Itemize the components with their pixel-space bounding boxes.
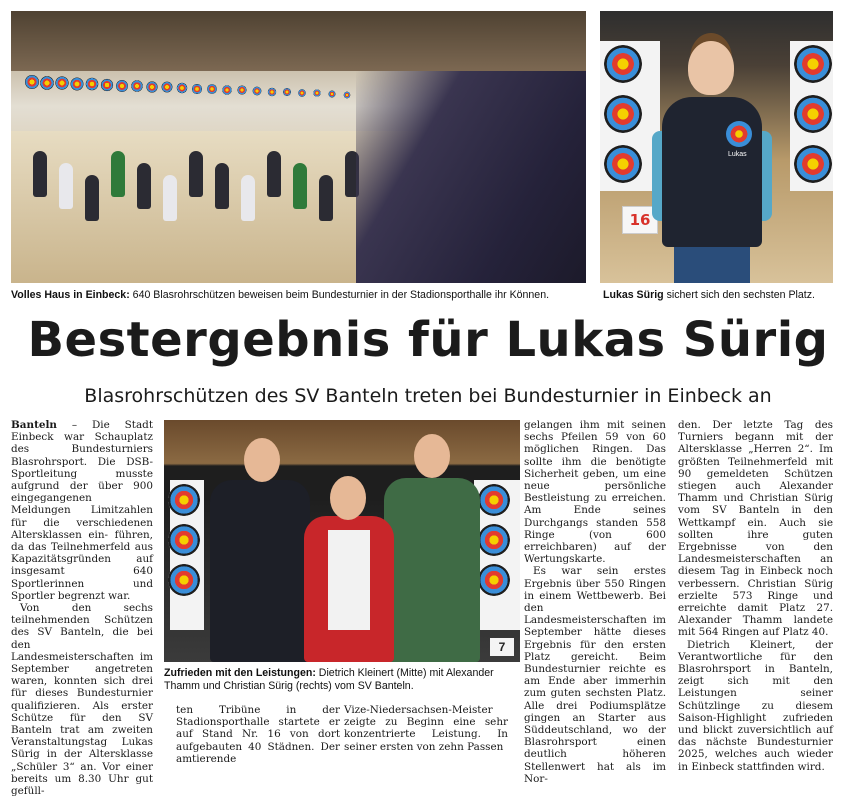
target-icon — [101, 79, 113, 91]
archer — [85, 175, 99, 221]
article-column-5 — [678, 419, 833, 773]
paragraph: gelangen ihm mit seinen sechs Pfeilen 59 von 60 möglichen Ringen. Das sollte ihm die benötigte Sicherheit geben, um eine neue persönliche Bestleistung zu erreichen. Am Ende seines Durchgangs standen 558 Ringe (von 600 erreichbaren) auf der Wertungskarte. — [524, 419, 666, 566]
person-head — [414, 434, 450, 478]
archer — [137, 163, 151, 209]
club-badge-icon — [726, 121, 752, 147]
target-icon — [313, 90, 320, 97]
target-number: 7 — [490, 638, 514, 656]
target-icon — [55, 77, 68, 90]
target-icon — [162, 82, 173, 93]
person-head — [244, 438, 280, 482]
stand-number-sign: 16 — [622, 206, 658, 234]
boy-shirt — [662, 97, 762, 247]
paragraph — [11, 419, 153, 602]
archer — [33, 151, 47, 197]
target-icon — [794, 145, 832, 183]
paragraph-text: – Die Stadt Einbeck war Schauplatz des Bundesturniers Blasrohrsport. Die DSB-Sportleitung musste aufgrund der über 900 eingegangenen Meldungen Limitzahlen für die verschiedenen Altersklassen ein- führen, da das Teilnehmerfeld aus Kapazitätsgründen auf insgesamt 640 Sportlerinnen und Sportler begrenzt war. — [11, 419, 153, 602]
hall-caption — [11, 289, 549, 302]
photo-lukas — [600, 11, 833, 283]
headline: Bestergebnis für Lukas Sürig — [27, 312, 829, 368]
target-icon — [283, 88, 291, 96]
person-christian — [384, 478, 480, 662]
target-icon — [222, 85, 231, 94]
lukas-caption-bold: Lukas Sürig — [603, 289, 664, 301]
target-icon — [604, 95, 642, 133]
target-icon — [329, 91, 336, 98]
group-caption-text: Dietrich Kleinert (Mitte) mit Alexander — [315, 667, 494, 679]
archer — [215, 163, 229, 209]
archer — [189, 151, 203, 197]
article-column-2 — [176, 704, 340, 765]
target-icon — [478, 484, 510, 516]
article-column-3 — [344, 704, 508, 753]
hall-caption-bold: Volles Haus in Einbeck: — [11, 289, 130, 301]
hall-wall — [11, 11, 586, 71]
archer — [293, 163, 307, 209]
archer — [111, 151, 125, 197]
subheadline: Blasrohrschützen des SV Banteln treten bei Bundesturnier in Einbeck an — [84, 385, 772, 407]
lukas-caption-text: sichert sich den sechsten Platz. — [663, 289, 815, 301]
boy-legs — [674, 247, 750, 283]
target-icon — [604, 145, 642, 183]
target-icon — [71, 77, 84, 90]
target-icon — [794, 95, 832, 133]
target-icon — [168, 484, 200, 516]
target-icon — [177, 83, 188, 94]
target-icon — [207, 84, 217, 94]
target-icon — [344, 91, 351, 98]
paragraph: Es war sein erstes Ergebnis über 550 Ringen in einem Wettbewerb. Bei den Landesmeisterschaften im September hätte dieses Ergebnis für den ersten Platz gereicht. Beim Bundesturnier reichte es am Ende aber immerhin zum guten sechsten Platz. Alle drei Podiumsplätze gingen an Starter aus Süddeutschland, wo der Blasrohrsport einen deutlich höheren Stellenwert hat als im Nor- — [524, 565, 666, 785]
spectator-crowd — [356, 71, 586, 283]
target-icon — [478, 564, 510, 596]
paragraph: ten Tribüne in der Stadionsporthalle startete er auf Stand Nr. 16 von dort aufgebauten 40 Städnen. Der amtierende — [176, 704, 340, 765]
archer — [319, 175, 333, 221]
target-icon — [192, 84, 202, 94]
target-icon — [478, 524, 510, 556]
boy-head — [688, 41, 734, 95]
target-icon — [168, 564, 200, 596]
target-icon — [116, 80, 128, 92]
target-icon — [40, 76, 54, 90]
target-icon — [146, 81, 157, 92]
paragraph: Von den sechs teilnehmenden Schützen des SV Banteln, die bei den Landesmeisterschaften im September angetreten waren, konnten sich drei für dieses Bundesturnier qualifizieren. Als erster Schütze für den SV Banteln trat am zweiten Veranstaltungstag Lukas Sürig in der Altersklasse „Schüler 3“ an. Vor einer bereits um 8.30 Uhr gut gefüll- — [11, 602, 153, 797]
paragraph: Vize-Niedersachsen-Meister zeigte zu Beginn eine sehr konzentrierte Leistung. In seiner ersten von zehn Passen — [344, 704, 508, 753]
person-head — [330, 476, 366, 520]
group-caption-line2: Thamm und Christian Sürig (rechts) vom SV Banteln. — [164, 680, 414, 692]
archer — [59, 163, 73, 209]
target-icon — [168, 524, 200, 556]
target-icon — [298, 89, 306, 97]
target-icon — [237, 86, 246, 95]
dateline: Banteln — [11, 419, 57, 431]
group-caption-bold: Zufrieden mit den Leistungen: — [164, 667, 316, 679]
shirt-name: Lukas — [728, 151, 747, 158]
article-column-4 — [524, 419, 666, 785]
lukas-caption — [603, 289, 815, 302]
target-icon — [604, 45, 642, 83]
archer — [241, 175, 255, 221]
paragraph: den. Der letzte Tag des Turniers begann mit der Altersklasse „Herren 2“. Im größten Teilnehmerfeld mit 90 gemeldeten Schützen stiegen auch Alexander Thamm und Christian Sürig vom SV Banteln in den Wettkampf ein. Auch sie sollten ihre guten Ergebnisse von den Landesmeisterschaften an diesem Tag in Einbeck noch verbessern. Christian Sürig erzielte 573 Ringe und erreichte damit Platz 27. Alexander Thamm landete mit 564 Ringen auf Platz 40. — [678, 419, 833, 639]
paragraph: Dietrich Kleinert, der Verantwortliche für den Blasrohrsport in Banteln, zeigt sich mit den Leistungen seiner Schützlinge zu diesem Saison-Highlight zufrieden und blickt zuversichtlich auf das nächste Bundesturnier 2025, welches auch wieder in Einbeck stattfinden wird. — [678, 638, 833, 773]
target-icon — [794, 45, 832, 83]
photo-group — [164, 420, 520, 662]
article-column-1 — [11, 419, 153, 797]
target-icon — [86, 78, 99, 91]
hall-caption-text: 640 Blasrohrschützen beweisen beim Bundesturnier in der Stadionsporthalle ihr Können. — [129, 289, 550, 301]
target-icon — [25, 75, 39, 89]
target-icon — [131, 80, 143, 92]
target-icon — [253, 87, 262, 96]
person-alexander — [210, 480, 310, 662]
target-icon — [268, 87, 276, 95]
group-caption — [164, 667, 494, 680]
photo-sports-hall — [11, 11, 586, 283]
shirt — [328, 530, 370, 630]
archer — [267, 151, 281, 197]
archer — [163, 175, 177, 221]
